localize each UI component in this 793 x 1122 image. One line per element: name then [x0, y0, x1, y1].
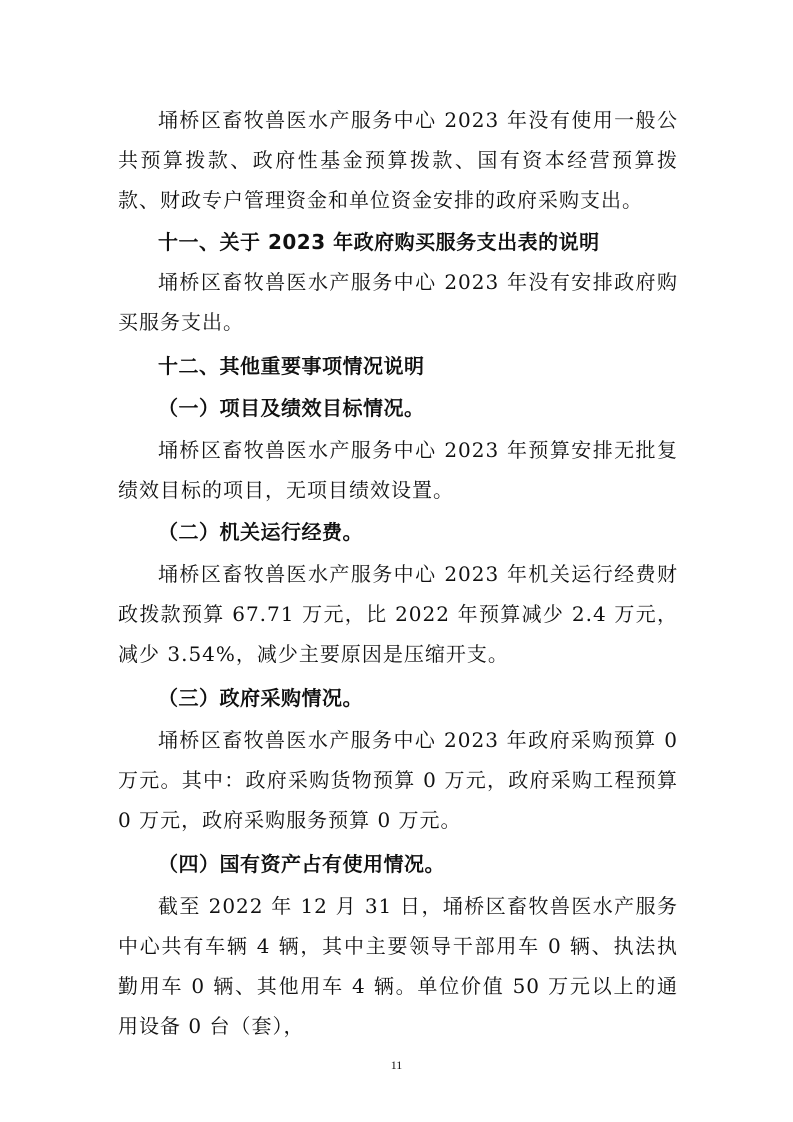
paragraph-purchase-services-none: 埇桥区畜牧兽医水产服务中心 2023 年没有安排政府购买服务支出。	[118, 270, 678, 334]
subheading-government-procurement: （三）政府采购情况。	[158, 686, 363, 710]
paragraph-procurement-none: 埇桥区畜牧兽医水产服务中心 2023 年没有使用一般公共预算拨款、政府性基金预算拨款、国有资本经营预算拨款、财政专户管理资金和单位资金安排的政府采购支出。	[118, 108, 678, 212]
heading-section-11: 十一、关于 2023 年政府购买服务支出表的说明	[158, 230, 600, 254]
paragraph-state-assets: 截至 2022 年 12 月 31 日，埇桥区畜牧兽医水产服务中心共有车辆 4 辆，其中主要领导干部用车 0 辆、执法执勤用车 0 辆、其他用车 4 辆。单位价值 50 万元以上的通用设备 0 台（套），	[118, 894, 678, 1038]
paragraph-project-performance: 埇桥区畜牧兽医水产服务中心 2023 年预算安排无批复绩效目标的项目，无项目绩效设置。	[118, 438, 678, 502]
subheading-operating-expenses: （二）机关运行经费。	[158, 520, 363, 544]
paragraph-operating-expenses: 埇桥区畜牧兽医水产服务中心 2023 年机关运行经费财政拨款预算 67.71 万元，比 2022 年预算减少 2.4 万元，减少 3.54%，减少主要原因是压缩开支。	[118, 562, 678, 666]
subheading-project-performance: （一）项目及绩效目标情况。	[158, 396, 425, 420]
paragraph-government-procurement: 埇桥区畜牧兽医水产服务中心 2023 年政府采购预算 0 万元。其中：政府采购货物预算 0 万元，政府采购工程预算 0 万元，政府采购服务预算 0 万元。	[118, 728, 678, 832]
heading-section-12: 十二、其他重要事项情况说明	[158, 354, 425, 378]
page-number: 11	[390, 1058, 403, 1072]
subheading-state-assets: （四）国有资产占有使用情况。	[158, 852, 445, 876]
